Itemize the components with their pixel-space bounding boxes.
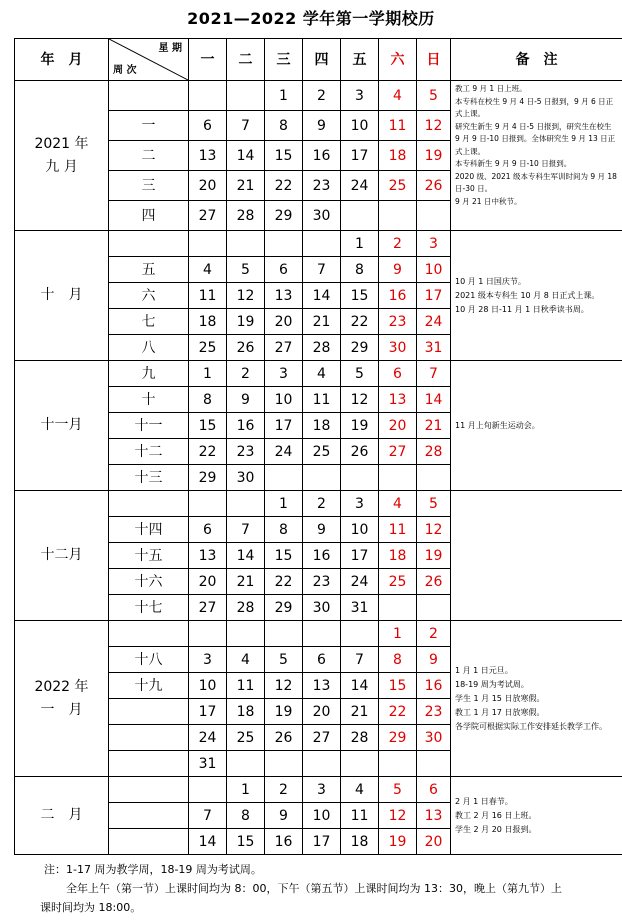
- day-cell: 1: [189, 361, 227, 387]
- note-line: 研究生新生 9 月 4 日-5 日报到，研究生在校生 9 月 9 日-10 日报到。全体研究生 9 月 13 日正式上课。: [455, 121, 616, 156]
- day-cell: 30: [303, 595, 341, 621]
- day-cell: 29: [379, 725, 417, 751]
- note-line: 本专科在校生 9 月 4 日-5 日报到，9 月 6 日正式上课。: [455, 96, 614, 118]
- day-cell: 10: [265, 387, 303, 413]
- day-cell: 30: [379, 335, 417, 361]
- day-cell: 2: [265, 777, 303, 803]
- weekday-mon: 一: [189, 39, 227, 81]
- week-number: 十: [109, 387, 189, 413]
- month-notes: [451, 777, 622, 855]
- day-cell: 8: [341, 257, 379, 283]
- note-line: 2020 级、2021 级本专科生军训时间为 9 月 18 日-30 日。: [455, 171, 617, 193]
- week-number: 四: [109, 201, 189, 231]
- footer-line-2: 全年上午（第一节）上课时间均为 8：00，下午（第五节）上课时间均为 13：30，晚上（第九节）上: [66, 882, 562, 895]
- day-cell: [379, 201, 417, 231]
- day-cell: 15: [341, 283, 379, 309]
- week-number: 六: [109, 283, 189, 309]
- day-cell: 26: [341, 439, 379, 465]
- day-cell: 11: [303, 387, 341, 413]
- day-cell: 21: [227, 171, 265, 201]
- day-cell: 3: [341, 491, 379, 517]
- day-cell: 19: [417, 141, 451, 171]
- day-cell: 16: [265, 829, 303, 855]
- day-cell: [417, 595, 451, 621]
- day-cell: 26: [265, 725, 303, 751]
- day-cell: [189, 81, 227, 111]
- month-notes: [451, 231, 622, 361]
- day-cell: 28: [303, 335, 341, 361]
- note-line: 学生 2 月 20 日报到。: [455, 824, 537, 834]
- day-cell: 6: [303, 647, 341, 673]
- day-cell: [417, 465, 451, 491]
- day-cell: [189, 621, 227, 647]
- day-cell: 8: [227, 803, 265, 829]
- day-cell: [303, 465, 341, 491]
- day-cell: 1: [379, 621, 417, 647]
- day-cell: 12: [417, 517, 451, 543]
- day-cell: 4: [379, 491, 417, 517]
- day-cell: 17: [417, 283, 451, 309]
- note-line: 学生 1 月 15 日放寒假。: [455, 693, 545, 703]
- day-cell: 17: [341, 543, 379, 569]
- day-cell: 24: [417, 309, 451, 335]
- footer-notes: [40, 860, 604, 917]
- day-cell: [227, 491, 265, 517]
- day-cell: 22: [341, 309, 379, 335]
- month-label: 十 月: [15, 231, 109, 361]
- note-line: 教工 9 月 1 日上班。: [455, 84, 527, 93]
- day-cell: 7: [227, 111, 265, 141]
- week-number: [109, 699, 189, 725]
- day-cell: 25: [189, 335, 227, 361]
- day-cell: 19: [379, 829, 417, 855]
- note-line: 11 月上旬新生运动会。: [455, 420, 540, 430]
- day-cell: 6: [189, 517, 227, 543]
- day-cell: 23: [303, 171, 341, 201]
- day-cell: 11: [341, 803, 379, 829]
- day-cell: 6: [379, 361, 417, 387]
- day-cell: 3: [417, 231, 451, 257]
- day-cell: [379, 465, 417, 491]
- day-cell: 9: [303, 517, 341, 543]
- day-cell: 3: [303, 777, 341, 803]
- day-cell: 4: [341, 777, 379, 803]
- day-cell: [341, 465, 379, 491]
- day-cell: 26: [417, 569, 451, 595]
- day-cell: 1: [265, 81, 303, 111]
- note-line: 1 月 1 日元旦。: [455, 665, 513, 675]
- day-cell: 5: [379, 777, 417, 803]
- day-cell: 11: [189, 283, 227, 309]
- day-cell: 2: [303, 491, 341, 517]
- day-cell: 4: [227, 647, 265, 673]
- day-cell: 4: [189, 257, 227, 283]
- week-number: [109, 621, 189, 647]
- day-cell: 13: [303, 673, 341, 699]
- day-cell: 3: [189, 647, 227, 673]
- weekday-thu: 四: [303, 39, 341, 81]
- day-cell: [417, 201, 451, 231]
- week-number: 十九: [109, 673, 189, 699]
- page-title: 2021—2022 学年第一学期校历: [187, 9, 435, 28]
- day-cell: 18: [303, 413, 341, 439]
- day-cell: 20: [189, 569, 227, 595]
- day-cell: 30: [303, 201, 341, 231]
- month-label: 十一月: [15, 361, 109, 491]
- day-cell: 5: [417, 81, 451, 111]
- month-label: [15, 621, 109, 777]
- header-notes: 备 注: [451, 39, 622, 81]
- month-label: 二 月: [15, 777, 109, 855]
- note-line: 教工 1 月 17 日放寒假。: [455, 707, 545, 717]
- day-cell: 9: [265, 803, 303, 829]
- note-line: 2 月 1 日春节。: [455, 796, 513, 806]
- day-cell: 15: [265, 543, 303, 569]
- note-line: 10 月 28 日-11 月 1 日秋季读书周。: [455, 304, 589, 314]
- month-name: 一 月: [40, 701, 83, 718]
- weekday-sun: 日: [417, 39, 451, 81]
- week-number: [109, 751, 189, 777]
- day-cell: 31: [341, 595, 379, 621]
- corner-weekday-label: 星 期: [158, 43, 182, 54]
- day-cell: 16: [227, 413, 265, 439]
- day-cell: 29: [265, 595, 303, 621]
- day-cell: 13: [189, 141, 227, 171]
- day-cell: 21: [341, 699, 379, 725]
- week-row: [15, 621, 622, 647]
- day-cell: 17: [341, 141, 379, 171]
- day-cell: 17: [265, 413, 303, 439]
- month-name: 九 月: [45, 158, 78, 175]
- day-cell: 23: [227, 439, 265, 465]
- day-cell: 19: [341, 413, 379, 439]
- note-line: 教工 2 月 16 日上班。: [455, 810, 537, 820]
- day-cell: 18: [379, 543, 417, 569]
- note-line: 18-19 周为考试周。: [455, 679, 529, 689]
- day-cell: 3: [265, 361, 303, 387]
- calendar-table: [14, 38, 622, 855]
- day-cell: 7: [341, 647, 379, 673]
- day-cell: 30: [227, 465, 265, 491]
- week-number: [109, 829, 189, 855]
- day-cell: [227, 751, 265, 777]
- week-number: 十七: [109, 595, 189, 621]
- day-cell: 21: [303, 309, 341, 335]
- day-cell: 7: [189, 803, 227, 829]
- day-cell: 7: [417, 361, 451, 387]
- week-number: 十八: [109, 647, 189, 673]
- day-cell: [227, 81, 265, 111]
- day-cell: 24: [189, 725, 227, 751]
- day-cell: 12: [341, 387, 379, 413]
- day-cell: [303, 231, 341, 257]
- day-cell: 23: [303, 569, 341, 595]
- corner-week-label: 周 次: [113, 65, 137, 76]
- day-cell: 10: [341, 517, 379, 543]
- day-cell: 11: [379, 517, 417, 543]
- day-cell: 10: [189, 673, 227, 699]
- day-cell: 25: [227, 725, 265, 751]
- day-cell: [303, 751, 341, 777]
- day-cell: 2: [417, 621, 451, 647]
- day-cell: 29: [265, 201, 303, 231]
- day-cell: 25: [379, 569, 417, 595]
- day-cell: 24: [341, 569, 379, 595]
- day-cell: 6: [189, 111, 227, 141]
- day-cell: 16: [379, 283, 417, 309]
- day-cell: 23: [379, 309, 417, 335]
- week-number: 十三: [109, 465, 189, 491]
- note-line: 本专科新生 9 月 9 日-10 日报到。: [455, 159, 572, 168]
- day-cell: [265, 751, 303, 777]
- day-cell: 9: [417, 647, 451, 673]
- day-cell: 28: [227, 595, 265, 621]
- day-cell: [189, 777, 227, 803]
- day-cell: 28: [227, 201, 265, 231]
- day-cell: 16: [303, 141, 341, 171]
- day-cell: 12: [379, 803, 417, 829]
- day-cell: 2: [303, 81, 341, 111]
- day-cell: 8: [379, 647, 417, 673]
- month-notes: [451, 491, 622, 621]
- day-cell: 31: [189, 751, 227, 777]
- day-cell: 10: [303, 803, 341, 829]
- day-cell: 21: [227, 569, 265, 595]
- day-cell: [341, 621, 379, 647]
- week-number: 一: [109, 111, 189, 141]
- day-cell: 13: [417, 803, 451, 829]
- day-cell: 22: [189, 439, 227, 465]
- day-cell: 30: [417, 725, 451, 751]
- day-cell: [227, 621, 265, 647]
- day-cell: [265, 231, 303, 257]
- day-cell: 11: [227, 673, 265, 699]
- day-cell: 12: [265, 673, 303, 699]
- day-cell: 29: [341, 335, 379, 361]
- day-cell: 5: [265, 647, 303, 673]
- month-label: [15, 81, 109, 231]
- day-cell: 18: [379, 141, 417, 171]
- day-cell: 27: [189, 595, 227, 621]
- week-number: 十二: [109, 439, 189, 465]
- month-year: 2021 年: [34, 136, 89, 153]
- day-cell: 15: [265, 141, 303, 171]
- day-cell: 13: [265, 283, 303, 309]
- week-row: [15, 491, 622, 517]
- day-cell: 4: [303, 361, 341, 387]
- day-cell: 7: [227, 517, 265, 543]
- week-number: 八: [109, 335, 189, 361]
- day-cell: [379, 595, 417, 621]
- day-cell: 14: [341, 673, 379, 699]
- day-cell: 27: [265, 335, 303, 361]
- day-cell: 29: [189, 465, 227, 491]
- day-cell: 14: [189, 829, 227, 855]
- day-cell: [265, 465, 303, 491]
- day-cell: [341, 201, 379, 231]
- day-cell: 24: [341, 171, 379, 201]
- day-cell: 20: [379, 413, 417, 439]
- day-cell: 27: [379, 439, 417, 465]
- day-cell: 19: [265, 699, 303, 725]
- day-cell: 10: [341, 111, 379, 141]
- week-number: 十五: [109, 543, 189, 569]
- day-cell: 1: [265, 491, 303, 517]
- week-row: [15, 231, 622, 257]
- day-cell: 15: [189, 413, 227, 439]
- day-cell: 21: [417, 413, 451, 439]
- week-number: 九: [109, 361, 189, 387]
- day-cell: [379, 751, 417, 777]
- day-cell: 28: [341, 725, 379, 751]
- day-cell: 8: [265, 111, 303, 141]
- day-cell: 12: [417, 111, 451, 141]
- day-cell: 6: [417, 777, 451, 803]
- note-line: 10 月 1 日国庆节。: [455, 276, 526, 286]
- day-cell: 18: [227, 699, 265, 725]
- note-line: 各学院可根据实际工作安排延长教学工作。: [455, 721, 607, 731]
- weekday-fri: 五: [341, 39, 379, 81]
- day-cell: 8: [265, 517, 303, 543]
- day-cell: 1: [227, 777, 265, 803]
- day-cell: 22: [265, 171, 303, 201]
- day-cell: 31: [417, 335, 451, 361]
- day-cell: 5: [417, 491, 451, 517]
- weekday-tue: 二: [227, 39, 265, 81]
- week-row: [15, 361, 622, 387]
- day-cell: 19: [417, 543, 451, 569]
- day-cell: 27: [189, 201, 227, 231]
- day-cell: 7: [303, 257, 341, 283]
- day-cell: 5: [227, 257, 265, 283]
- weekday-sat: 六: [379, 39, 417, 81]
- day-cell: 9: [379, 257, 417, 283]
- month-year: 2022 年: [34, 679, 89, 696]
- footer-line-3: 课时间均为 18:00。: [40, 901, 142, 914]
- week-row: [15, 777, 622, 803]
- week-number: 二: [109, 141, 189, 171]
- day-cell: 14: [417, 387, 451, 413]
- day-cell: 14: [227, 543, 265, 569]
- month-notes: [451, 81, 622, 231]
- week-number: 三: [109, 171, 189, 201]
- day-cell: 15: [379, 673, 417, 699]
- day-cell: 6: [265, 257, 303, 283]
- week-row: [15, 81, 622, 111]
- week-number: [109, 231, 189, 257]
- day-cell: 19: [227, 309, 265, 335]
- week-number: 七: [109, 309, 189, 335]
- day-cell: 14: [227, 141, 265, 171]
- day-cell: 16: [303, 543, 341, 569]
- header-row: [15, 39, 622, 81]
- day-cell: 25: [303, 439, 341, 465]
- day-cell: 4: [379, 81, 417, 111]
- day-cell: 22: [379, 699, 417, 725]
- day-cell: 3: [341, 81, 379, 111]
- day-cell: 13: [189, 543, 227, 569]
- week-number: [109, 491, 189, 517]
- day-cell: 1: [341, 231, 379, 257]
- note-line: 9 月 21 日中秋节。: [455, 196, 522, 206]
- note-line: 2021 级本专科生 10 月 8 日正式上课。: [455, 290, 600, 300]
- day-cell: [189, 231, 227, 257]
- day-cell: 15: [227, 829, 265, 855]
- header-corner: [109, 39, 189, 81]
- day-cell: 26: [417, 171, 451, 201]
- day-cell: [417, 751, 451, 777]
- day-cell: 9: [227, 387, 265, 413]
- day-cell: 2: [379, 231, 417, 257]
- day-cell: 27: [303, 725, 341, 751]
- day-cell: 20: [265, 309, 303, 335]
- week-number: [109, 803, 189, 829]
- week-number: [109, 81, 189, 111]
- week-number: 十六: [109, 569, 189, 595]
- day-cell: 12: [227, 283, 265, 309]
- weekday-wed: 三: [265, 39, 303, 81]
- day-cell: [265, 621, 303, 647]
- day-cell: 13: [379, 387, 417, 413]
- day-cell: 2: [227, 361, 265, 387]
- day-cell: 11: [379, 111, 417, 141]
- day-cell: [189, 491, 227, 517]
- day-cell: 20: [189, 171, 227, 201]
- day-cell: [341, 751, 379, 777]
- day-cell: 20: [417, 829, 451, 855]
- day-cell: 25: [379, 171, 417, 201]
- day-cell: 26: [227, 335, 265, 361]
- day-cell: 14: [303, 283, 341, 309]
- day-cell: [303, 621, 341, 647]
- header-year-month: 年 月: [15, 39, 109, 81]
- day-cell: 9: [303, 111, 341, 141]
- day-cell: 8: [189, 387, 227, 413]
- day-cell: 23: [417, 699, 451, 725]
- day-cell: 20: [303, 699, 341, 725]
- month-notes: [451, 361, 622, 491]
- day-cell: 18: [341, 829, 379, 855]
- day-cell: 22: [265, 569, 303, 595]
- week-number: [109, 725, 189, 751]
- day-cell: 10: [417, 257, 451, 283]
- month-label: 十二月: [15, 491, 109, 621]
- week-number: 十一: [109, 413, 189, 439]
- footer-line-1: 注：1-17 周为教学周，18-19 周为考试周。: [44, 863, 262, 876]
- day-cell: 24: [265, 439, 303, 465]
- day-cell: 17: [303, 829, 341, 855]
- day-cell: 16: [417, 673, 451, 699]
- week-number: 十四: [109, 517, 189, 543]
- month-notes: [451, 621, 622, 777]
- day-cell: 18: [189, 309, 227, 335]
- day-cell: 17: [189, 699, 227, 725]
- day-cell: [227, 231, 265, 257]
- day-cell: 28: [417, 439, 451, 465]
- week-number: 五: [109, 257, 189, 283]
- week-number: [109, 777, 189, 803]
- day-cell: 5: [341, 361, 379, 387]
